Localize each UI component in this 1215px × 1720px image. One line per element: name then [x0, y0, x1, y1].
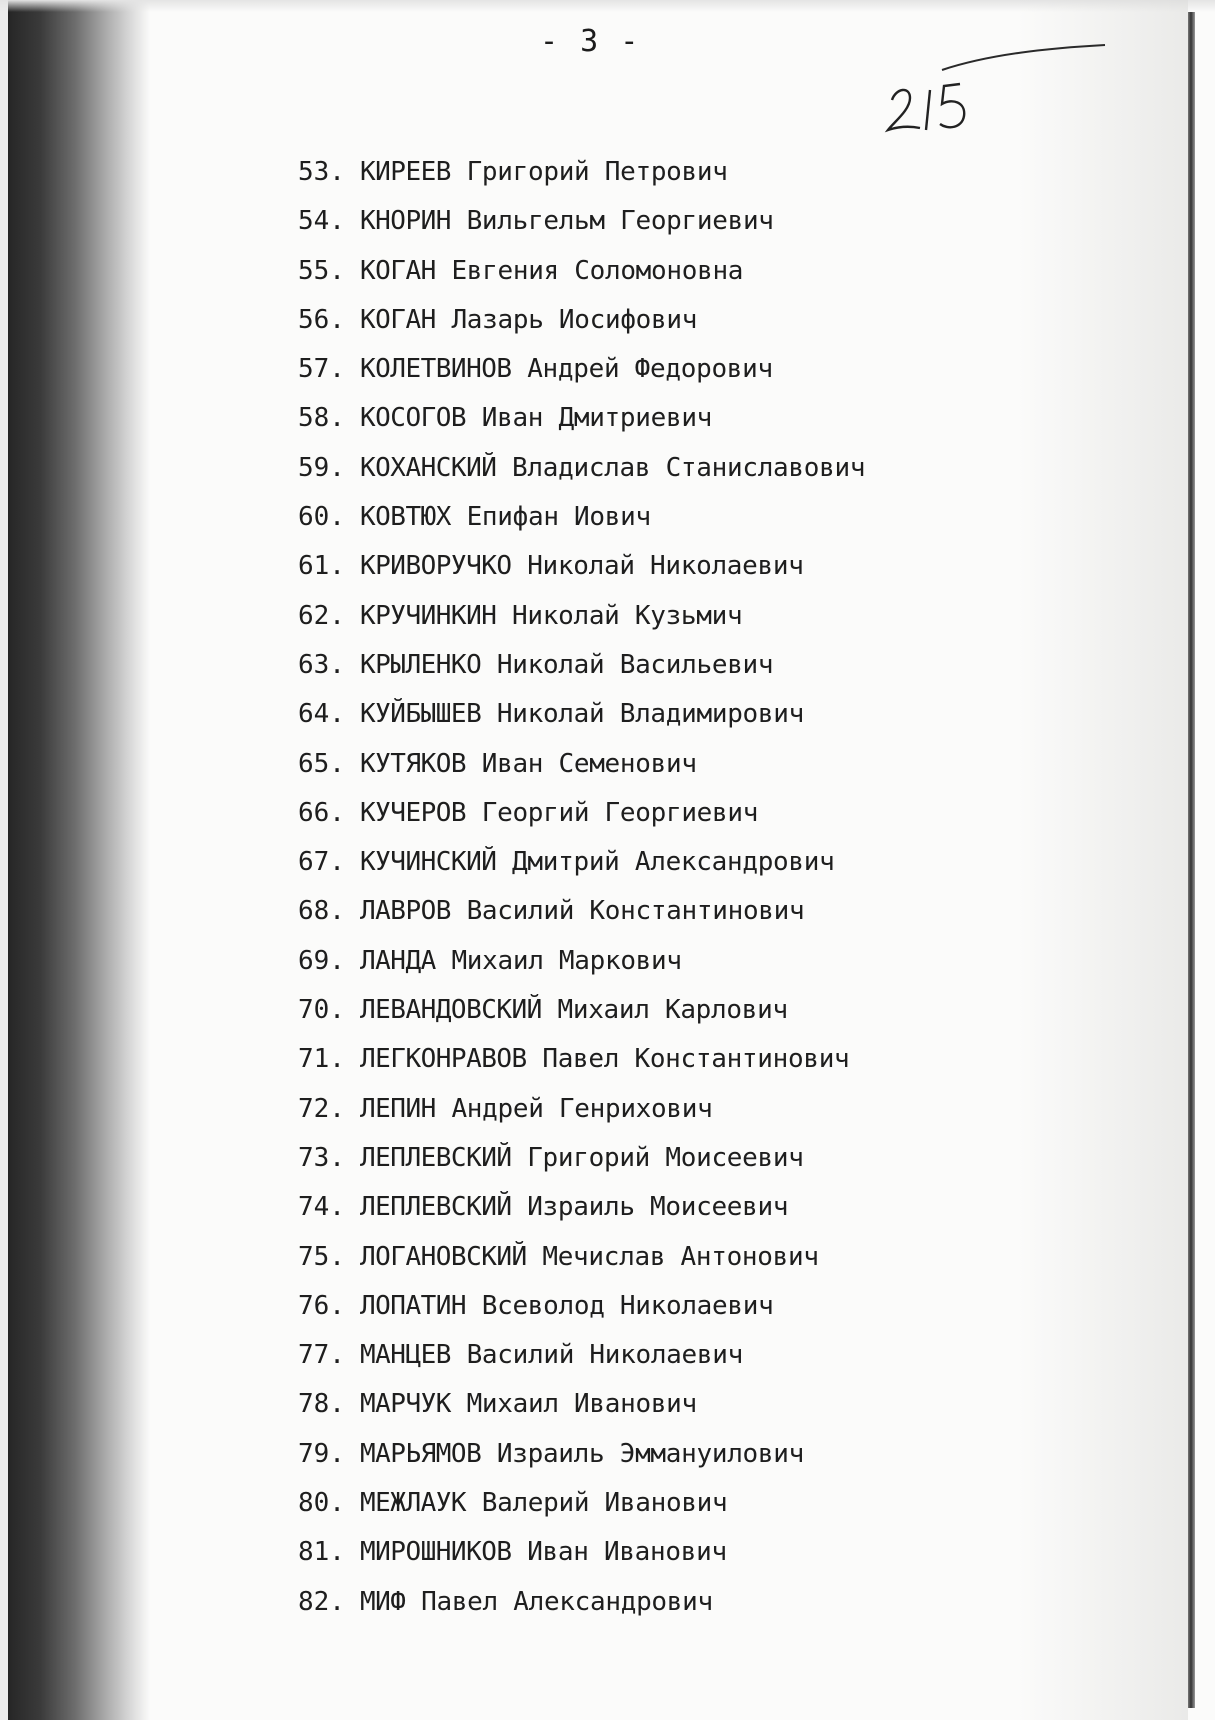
entry-given-names: Иван Семенович: [481, 748, 697, 779]
entry-number: 73.: [298, 1142, 345, 1173]
entry-surname: КОГАН: [360, 255, 436, 286]
list-item: [298, 690, 865, 739]
list-item: [298, 296, 865, 345]
entry-number: 54.: [298, 206, 345, 237]
entry-given-names: Всеволод Николаевич: [481, 1290, 774, 1321]
entry-surname: КРЫЛЕНКО: [360, 649, 482, 680]
entry-surname: МАНЦЕВ: [360, 1340, 451, 1371]
list-item: [298, 1134, 865, 1183]
list-item: [298, 1578, 865, 1627]
list-item: [298, 1183, 865, 1232]
entry-number: 72.: [298, 1093, 345, 1124]
entry-given-names: Михаил Иванович: [466, 1389, 697, 1420]
list-item: [298, 789, 865, 838]
list-item: [298, 740, 865, 789]
entry-number: 81.: [298, 1537, 345, 1568]
entry-surname: КИРЕЕВ: [360, 157, 451, 187]
entry-given-names: Израиль Эммануилович: [496, 1438, 804, 1469]
entry-given-names: Валерий Иванович: [481, 1488, 728, 1519]
entry-given-names: Лазарь Иосифович: [451, 304, 698, 335]
entry-surname: КРУЧИНКИН: [360, 600, 497, 631]
entry-number: 58.: [298, 403, 345, 434]
entry-given-names: Дмитрий Александрович: [512, 847, 835, 878]
entry-number: 67.: [298, 847, 345, 878]
list-item: [298, 592, 865, 641]
entry-number: 64.: [298, 699, 345, 730]
list-item: [298, 937, 865, 986]
list-item: [298, 444, 865, 493]
entry-number: 69.: [298, 945, 345, 976]
list-item: [298, 838, 865, 887]
entry-given-names: Григорий Моисеевич: [527, 1142, 804, 1173]
list-item: [298, 394, 865, 443]
entry-surname: КОЛЕТВИНОВ: [360, 354, 512, 385]
entry-number: 77.: [298, 1340, 345, 1371]
entry-surname: МИРОШНИКОВ: [360, 1537, 512, 1568]
entry-number: 53.: [298, 157, 345, 187]
entry-surname: МИФ: [360, 1586, 406, 1617]
entry-given-names: Андрей Федорович: [527, 354, 773, 385]
entry-given-names: Михаил Карлович: [557, 995, 788, 1026]
list-item: [298, 1331, 865, 1380]
entry-surname: МАРЬЯМОВ: [360, 1438, 482, 1469]
entry-surname: ЛЕПЛЕВСКИЙ: [360, 1192, 512, 1223]
entry-number: 62.: [298, 600, 345, 631]
entry-number: 66.: [298, 797, 345, 828]
entry-number: 60.: [298, 502, 345, 533]
entry-given-names: Николай Кузьмич: [512, 600, 743, 631]
entry-number: 59.: [298, 452, 345, 483]
entry-given-names: Евгения Соломоновна: [451, 255, 744, 286]
entry-given-names: Иван Дмитриевич: [481, 403, 713, 434]
entry-number: 63.: [298, 649, 345, 680]
entry-surname: ЛЕПЛЕВСКИЙ: [360, 1142, 512, 1173]
list-item: [298, 1085, 865, 1134]
entry-given-names: Иван Иванович: [527, 1537, 727, 1568]
entry-surname: ЛОГАНОВСКИЙ: [360, 1241, 527, 1272]
list-item: [298, 247, 865, 296]
list-item: [298, 887, 865, 936]
entry-given-names: Израиль Моисеевич: [527, 1192, 789, 1223]
entry-number: 65.: [298, 748, 345, 779]
entry-surname: КОХАНСКИЙ: [360, 452, 497, 483]
entry-number: 74.: [298, 1192, 345, 1223]
entry-given-names: Андрей Генрихович: [451, 1093, 713, 1124]
entry-surname: МАРЧУК: [360, 1389, 451, 1420]
entry-number: 79.: [298, 1438, 345, 1469]
entry-surname: ЛЕГКОНРАВОВ: [360, 1044, 527, 1075]
list-item: [298, 1430, 865, 1479]
entry-surname: КУЧИНСКИЙ: [360, 847, 497, 878]
entry-given-names: Николай Николаевич: [527, 551, 804, 582]
list-item: [298, 345, 865, 394]
list-item: [298, 1479, 865, 1528]
entry-given-names: Георгий Георгиевич: [481, 797, 759, 828]
list-item: [298, 148, 865, 197]
entry-surname: КРИВОРУЧКО: [360, 551, 512, 582]
list-item: [298, 641, 865, 690]
name-list: [298, 148, 865, 1627]
entry-number: 76.: [298, 1290, 345, 1321]
list-item: [298, 1233, 865, 1282]
entry-given-names: Павел Александрович: [421, 1586, 713, 1617]
entry-number: 82.: [298, 1586, 345, 1617]
entry-surname: МЕЖЛАУК: [360, 1488, 467, 1519]
entry-given-names: Владислав Станиславович: [512, 452, 866, 483]
entry-surname: ЛЕВАНДОВСКИЙ: [360, 995, 542, 1026]
entry-number: 61.: [298, 551, 345, 582]
list-item: [298, 197, 865, 246]
entry-surname: КОСОГОВ: [360, 403, 467, 434]
entry-number: 70.: [298, 995, 345, 1026]
entry-number: 57.: [298, 354, 345, 385]
list-item: [298, 1035, 865, 1084]
entry-surname: КУЧЕРОВ: [360, 797, 467, 828]
page-right-edge: [1188, 12, 1195, 1708]
handwritten-archive-mark: [880, 40, 1110, 140]
list-item: [298, 1528, 865, 1577]
entry-given-names: Епифан Иович: [466, 502, 651, 533]
entry-number: 71.: [298, 1044, 345, 1075]
entry-given-names: Мечислав Антонович: [542, 1241, 819, 1272]
list-item: [298, 1282, 865, 1331]
list-item: [298, 542, 865, 591]
page-number: - 3 -: [540, 24, 641, 59]
scan-left-edge: [0, 0, 8, 1720]
entry-given-names: Михаил Маркович: [451, 945, 682, 976]
entry-given-names: Василий Николаевич: [466, 1340, 743, 1371]
binding-shadow: [0, 0, 150, 1720]
list-item: [298, 986, 865, 1035]
entry-number: 78.: [298, 1389, 345, 1420]
list-item: [298, 1380, 865, 1429]
entry-given-names: Николай Васильевич: [496, 649, 774, 680]
entry-given-names: Василий Константинович: [466, 896, 805, 927]
entry-surname: КНОРИН: [360, 206, 451, 237]
entry-number: 80.: [298, 1488, 345, 1519]
entry-surname: КУТЯКОВ: [360, 748, 467, 779]
entry-surname: КОГАН: [360, 304, 436, 335]
entry-number: 55.: [298, 255, 345, 286]
entry-given-names: Павел Константинович: [542, 1044, 850, 1075]
list-item: [298, 493, 865, 542]
entry-surname: ЛОПАТИН: [360, 1290, 467, 1321]
entry-surname: ЛАНДА: [360, 945, 436, 976]
entry-given-names: Григорий Петрович: [466, 157, 728, 187]
entry-number: 75.: [298, 1241, 345, 1272]
entry-number: 68.: [298, 896, 345, 927]
entry-surname: КУЙБЫШЕВ: [360, 699, 482, 730]
entry-surname: ЛЕПИН: [360, 1093, 436, 1124]
scan-right-shade: [1018, 0, 1188, 1720]
entry-surname: ЛАВРОВ: [360, 896, 451, 927]
entry-surname: КОВТЮХ: [360, 502, 451, 533]
entry-given-names: Вильгельм Георгиевич: [466, 206, 774, 237]
entry-number: 56.: [298, 304, 345, 335]
entry-given-names: Николай Владимирович: [496, 699, 804, 730]
